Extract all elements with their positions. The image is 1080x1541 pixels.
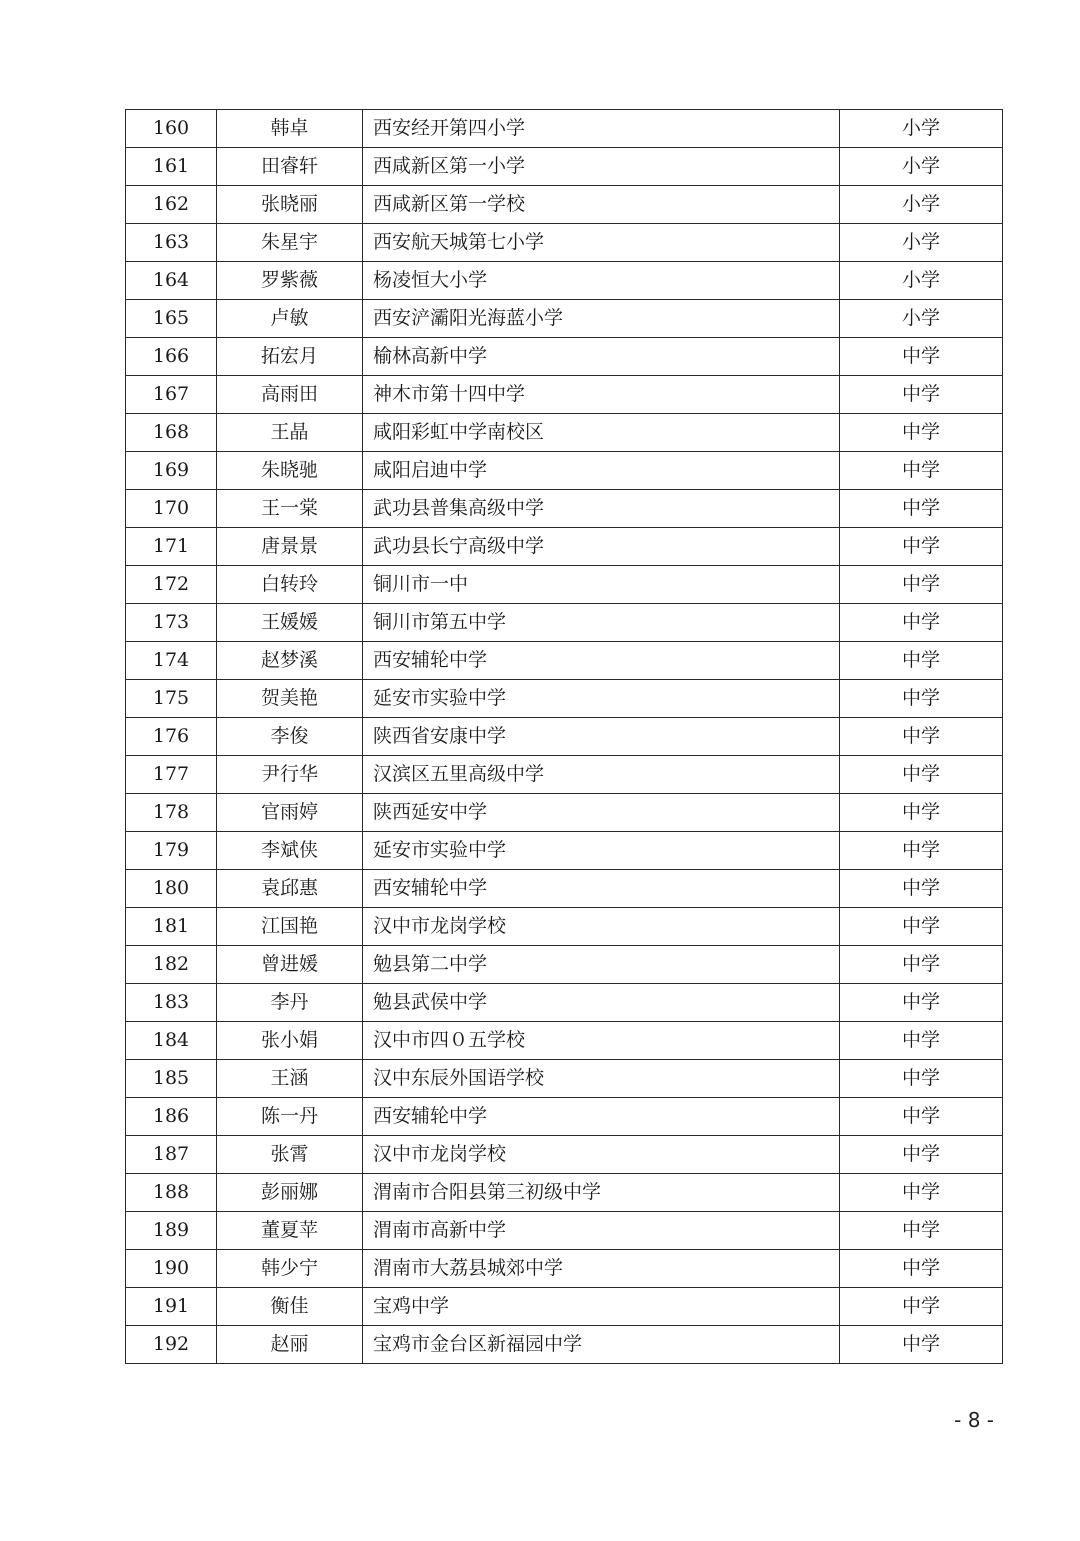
school-cell: 陕西延安中学 [363,794,840,832]
row-number-cell: 173 [126,604,217,642]
row-number-cell: 172 [126,566,217,604]
school-level-cell: 中学 [840,1288,1003,1326]
name-cell: 张小娟 [217,1022,363,1060]
school-level-cell: 中学 [840,528,1003,566]
name-cell: 李俊 [217,718,363,756]
table-row [126,338,1003,376]
name-cell: 官雨婷 [217,794,363,832]
school-level-cell: 中学 [840,1098,1003,1136]
row-number-cell: 163 [126,224,217,262]
table-row [126,908,1003,946]
school-level-cell: 中学 [840,756,1003,794]
name-cell: 高雨田 [217,376,363,414]
name-cell: 董夏苹 [217,1212,363,1250]
school-level-cell: 中学 [840,870,1003,908]
row-number-cell: 192 [126,1326,217,1364]
school-cell: 汉中市龙岗学校 [363,908,840,946]
name-cell: 白转玲 [217,566,363,604]
school-cell: 西安辅轮中学 [363,642,840,680]
name-cell: 李丹 [217,984,363,1022]
table-row [126,1326,1003,1364]
school-level-cell: 中学 [840,642,1003,680]
school-level-cell: 中学 [840,1022,1003,1060]
table-row [126,1288,1003,1326]
table-row [126,566,1003,604]
table-row [126,1174,1003,1212]
table-row [126,756,1003,794]
school-level-cell: 中学 [840,680,1003,718]
school-level-cell: 中学 [840,1174,1003,1212]
school-cell: 西安经开第四小学 [363,110,840,148]
school-cell: 延安市实验中学 [363,680,840,718]
name-cell: 彭丽娜 [217,1174,363,1212]
school-cell: 西咸新区第一小学 [363,148,840,186]
row-number-cell: 184 [126,1022,217,1060]
school-level-cell: 中学 [840,414,1003,452]
school-level-cell: 中学 [840,908,1003,946]
row-number-cell: 183 [126,984,217,1022]
name-cell: 贺美艳 [217,680,363,718]
table-row [126,300,1003,338]
row-number-cell: 166 [126,338,217,376]
school-level-cell: 小学 [840,262,1003,300]
table-row [126,110,1003,148]
row-number-cell: 170 [126,490,217,528]
school-cell: 咸阳彩虹中学南校区 [363,414,840,452]
school-level-cell: 中学 [840,1060,1003,1098]
name-cell: 韩少宁 [217,1250,363,1288]
table-row [126,642,1003,680]
name-cell: 曾进媛 [217,946,363,984]
row-number-cell: 177 [126,756,217,794]
school-cell: 武功县普集高级中学 [363,490,840,528]
school-cell: 西安辅轮中学 [363,1098,840,1136]
row-number-cell: 188 [126,1174,217,1212]
school-cell: 西咸新区第一学校 [363,186,840,224]
school-level-cell: 小学 [840,148,1003,186]
school-cell: 西安航天城第七小学 [363,224,840,262]
name-cell: 尹行华 [217,756,363,794]
school-level-cell: 中学 [840,566,1003,604]
table-row [126,224,1003,262]
table-row [126,794,1003,832]
table-row [126,832,1003,870]
school-level-cell: 小学 [840,300,1003,338]
school-cell: 榆林高新中学 [363,338,840,376]
school-level-cell: 中学 [840,984,1003,1022]
school-cell: 神木市第十四中学 [363,376,840,414]
school-cell: 杨凌恒大小学 [363,262,840,300]
row-number-cell: 162 [126,186,217,224]
name-cell: 王晶 [217,414,363,452]
table-row [126,186,1003,224]
row-number-cell: 176 [126,718,217,756]
school-level-cell: 中学 [840,1326,1003,1364]
name-cell: 赵梦溪 [217,642,363,680]
table-row [126,528,1003,566]
row-number-cell: 179 [126,832,217,870]
school-level-cell: 中学 [840,1212,1003,1250]
name-cell: 拓宏月 [217,338,363,376]
table-row [126,1022,1003,1060]
school-cell: 西安辅轮中学 [363,870,840,908]
school-level-cell: 中学 [840,338,1003,376]
roster-table [125,109,1003,1364]
name-cell: 袁邱惠 [217,870,363,908]
name-cell: 王涵 [217,1060,363,1098]
name-cell: 朱星宇 [217,224,363,262]
row-number-cell: 175 [126,680,217,718]
row-number-cell: 180 [126,870,217,908]
table-row [126,984,1003,1022]
school-cell: 铜川市一中 [363,566,840,604]
school-level-cell: 小学 [840,224,1003,262]
table-row [126,1098,1003,1136]
school-level-cell: 中学 [840,1250,1003,1288]
row-number-cell: 161 [126,148,217,186]
name-cell: 王一棠 [217,490,363,528]
name-cell: 江国艳 [217,908,363,946]
name-cell: 衡佳 [217,1288,363,1326]
school-cell: 汉中东辰外国语学校 [363,1060,840,1098]
school-cell: 汉中市四０五学校 [363,1022,840,1060]
school-level-cell: 中学 [840,946,1003,984]
row-number-cell: 191 [126,1288,217,1326]
school-cell: 延安市实验中学 [363,832,840,870]
school-level-cell: 中学 [840,452,1003,490]
school-cell: 西安浐灞阳光海蓝小学 [363,300,840,338]
row-number-cell: 178 [126,794,217,832]
name-cell: 卢敏 [217,300,363,338]
school-level-cell: 中学 [840,1136,1003,1174]
table-row [126,1136,1003,1174]
name-cell: 赵丽 [217,1326,363,1364]
row-number-cell: 185 [126,1060,217,1098]
school-level-cell: 中学 [840,604,1003,642]
name-cell: 王媛媛 [217,604,363,642]
name-cell: 韩卓 [217,110,363,148]
row-number-cell: 186 [126,1098,217,1136]
school-cell: 铜川市第五中学 [363,604,840,642]
table-row [126,452,1003,490]
school-cell: 勉县第二中学 [363,946,840,984]
school-level-cell: 小学 [840,186,1003,224]
table-row [126,414,1003,452]
school-cell: 陕西省安康中学 [363,718,840,756]
page-number: - 8 - [954,1408,994,1432]
table-row [126,1212,1003,1250]
row-number-cell: 160 [126,110,217,148]
school-level-cell: 中学 [840,490,1003,528]
school-level-cell: 中学 [840,718,1003,756]
name-cell: 朱晓驰 [217,452,363,490]
school-cell: 渭南市高新中学 [363,1212,840,1250]
table-row [126,680,1003,718]
row-number-cell: 169 [126,452,217,490]
name-cell: 李斌侠 [217,832,363,870]
row-number-cell: 171 [126,528,217,566]
row-number-cell: 181 [126,908,217,946]
school-cell: 汉滨区五里高级中学 [363,756,840,794]
table-row [126,946,1003,984]
name-cell: 陈一丹 [217,1098,363,1136]
school-cell: 渭南市合阳县第三初级中学 [363,1174,840,1212]
name-cell: 唐景景 [217,528,363,566]
table-row [126,1250,1003,1288]
school-cell: 勉县武侯中学 [363,984,840,1022]
row-number-cell: 189 [126,1212,217,1250]
row-number-cell: 190 [126,1250,217,1288]
row-number-cell: 187 [126,1136,217,1174]
row-number-cell: 167 [126,376,217,414]
table-row [126,1060,1003,1098]
row-number-cell: 174 [126,642,217,680]
row-number-cell: 165 [126,300,217,338]
school-level-cell: 小学 [840,110,1003,148]
table-row [126,604,1003,642]
table-row [126,870,1003,908]
school-level-cell: 中学 [840,794,1003,832]
row-number-cell: 164 [126,262,217,300]
school-cell: 武功县长宁高级中学 [363,528,840,566]
table-row [126,262,1003,300]
name-cell: 张霄 [217,1136,363,1174]
name-cell: 张晓丽 [217,186,363,224]
school-cell: 汉中市龙岗学校 [363,1136,840,1174]
table-row [126,148,1003,186]
school-cell: 宝鸡中学 [363,1288,840,1326]
school-cell: 咸阳启迪中学 [363,452,840,490]
school-cell: 宝鸡市金台区新福园中学 [363,1326,840,1364]
school-level-cell: 中学 [840,376,1003,414]
row-number-cell: 168 [126,414,217,452]
name-cell: 罗紫薇 [217,262,363,300]
table-row [126,718,1003,756]
roster-table-body [126,110,1003,1364]
school-level-cell: 中学 [840,832,1003,870]
name-cell: 田睿轩 [217,148,363,186]
table-row [126,490,1003,528]
school-cell: 渭南市大荔县城郊中学 [363,1250,840,1288]
table-row [126,376,1003,414]
row-number-cell: 182 [126,946,217,984]
